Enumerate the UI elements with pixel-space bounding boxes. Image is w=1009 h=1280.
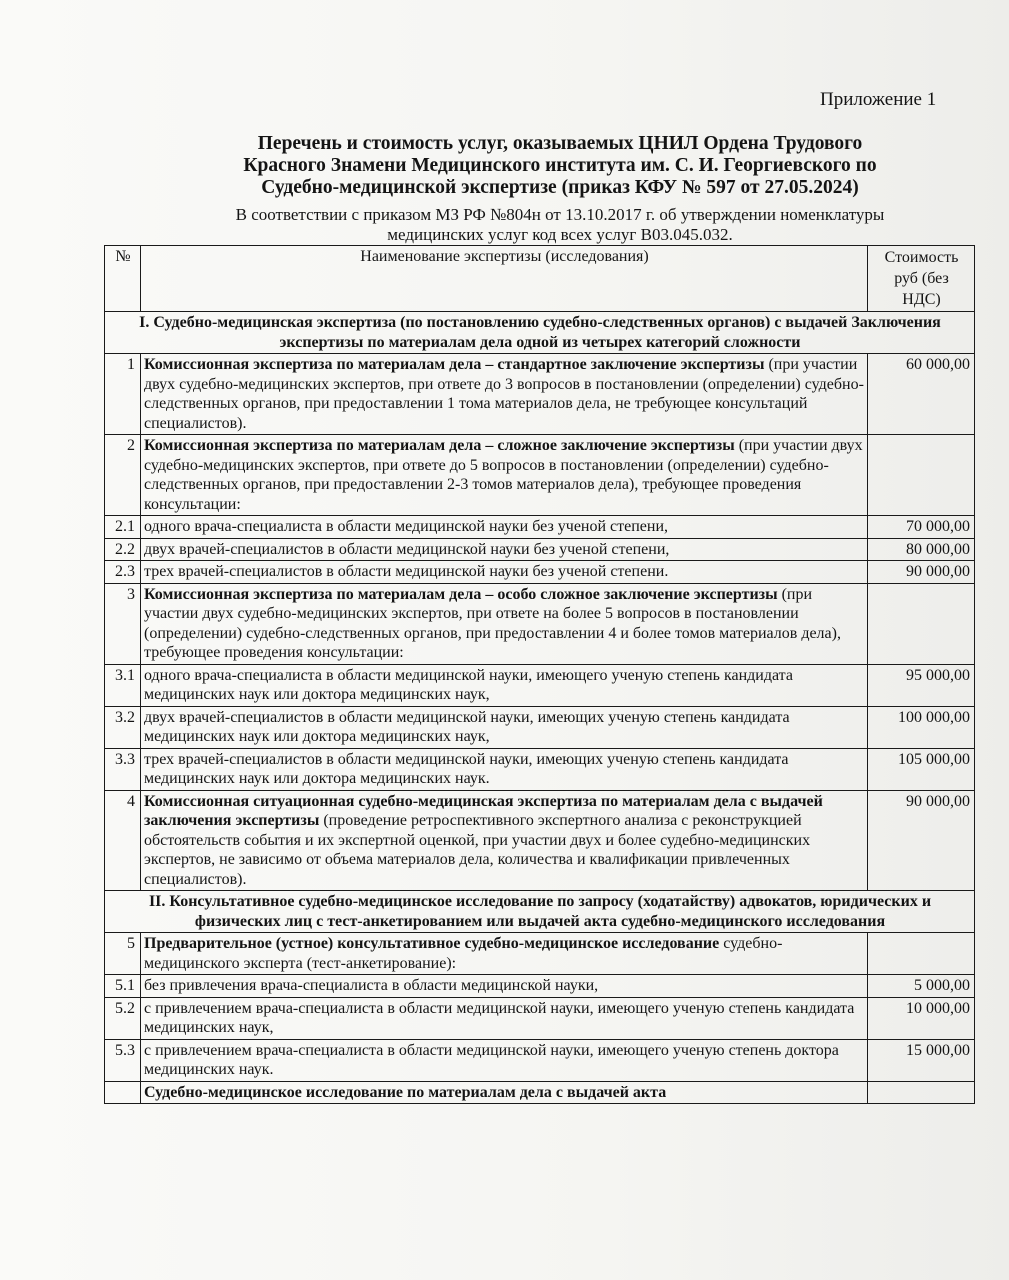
table-row — [105, 790, 975, 891]
row-price — [868, 583, 975, 664]
row-num — [105, 1081, 141, 1104]
row-name-bold: Комиссионная экспертиза по материалам дела – особо сложное заключение экспертизы — [144, 585, 778, 603]
row-name: двух врачей-специалистов в области медицинской науки без ученой степени, — [141, 538, 868, 561]
row-num: 5.3 — [105, 1039, 141, 1081]
table-row — [105, 706, 975, 748]
row-name — [141, 583, 868, 664]
row-price: 100 000,00 — [868, 706, 975, 748]
row-price: 70 000,00 — [868, 516, 975, 539]
row-name: трех врачей-специалистов в области медицинской науки без ученой степени. — [141, 561, 868, 584]
row-price: 5 000,00 — [868, 975, 975, 998]
row-price: 15 000,00 — [868, 1039, 975, 1081]
table-row — [105, 516, 975, 539]
section-row — [105, 312, 975, 354]
table-row — [105, 975, 975, 998]
row-name-text: (при участии двух судебно-медицинских экспертов, при ответе на более 5 вопросов в постановлении (определении) судебно-следственных органов, при предоставлении 4 и более томов материалов дела), требующее проведения консультации: — [144, 585, 841, 661]
row-name: с привлечением врача-специалиста в области медицинской науки, имеющего ученую степень кандидата медицинских наук, — [141, 997, 868, 1039]
table-row — [105, 933, 975, 975]
row-num: 2.3 — [105, 561, 141, 584]
row-name: двух врачей-специалистов в области медицинской науки, имеющих ученую степень кандидата медицинских наук или доктора медицинских наук, — [141, 706, 868, 748]
table-row — [105, 1039, 975, 1081]
row-name — [141, 435, 868, 516]
row-name — [141, 790, 868, 891]
row-name: одного врача-специалиста в области медицинской науки без ученой степени, — [141, 516, 868, 539]
row-price — [868, 933, 975, 975]
header-name: Наименование экспертизы (исследования) — [141, 246, 868, 312]
row-name — [141, 933, 868, 975]
title-line: Перечень и стоимость услуг, оказываемых ЦНИЛ Ордена Трудового — [257, 133, 863, 154]
table-header-row — [105, 246, 975, 312]
row-name: одного врача-специалиста в области медицинской науки, имеющего ученую степень кандидата медицинских наук или доктора медицинских наук, — [141, 664, 868, 706]
services-price-table — [104, 245, 975, 1104]
row-price: 95 000,00 — [868, 664, 975, 706]
row-num: 3.2 — [105, 706, 141, 748]
table-row — [105, 1081, 975, 1104]
section-row — [105, 891, 975, 933]
header-price-line: НДС) — [902, 291, 941, 308]
table-row — [105, 583, 975, 664]
row-price: 105 000,00 — [868, 748, 975, 790]
document-title — [120, 133, 1000, 199]
row-name: трех врачей-специалистов в области медицинской науки, имеющих ученую степень кандидата медицинских наук или доктора медицинских наук. — [141, 748, 868, 790]
table-row — [105, 561, 975, 584]
table-row — [105, 748, 975, 790]
table-row — [105, 538, 975, 561]
row-name: без привлечения врача-специалиста в области медицинской науки, — [141, 975, 868, 998]
row-num: 2.2 — [105, 538, 141, 561]
row-name: с привлечением врача-специалиста в области медицинской науки, имеющего ученую степень доктора медицинских наук. — [141, 1039, 868, 1081]
row-num: 1 — [105, 354, 141, 435]
row-num: 5 — [105, 933, 141, 975]
row-name-bold: Предварительное (устное) консультативное судебно-медицинское исследование — [144, 935, 720, 952]
row-num: 5.2 — [105, 997, 141, 1039]
row-name-bold: Комиссионная экспертиза по материалам дела – сложное заключение экспертизы — [144, 437, 735, 454]
table-row — [105, 664, 975, 706]
row-price: 90 000,00 — [868, 561, 975, 584]
row-name-bold: Комиссионная ситуационная судебно-медицинская экспертиза по материалам дела с выдачей заключения экспертизы — [144, 792, 823, 829]
row-name-text: (при участии двух судебно-медицинских экспертов, при ответе до 5 вопросов в постановлении (определении) судебно-следственных органов, при предоставлении 2-3 томов материалов дела), требующее проведения консультации: — [144, 437, 863, 513]
subtitle-line: медицинских услуг код всех услуг В03.045.032. — [387, 225, 733, 244]
row-num: 3 — [105, 583, 141, 664]
table-row — [105, 997, 975, 1039]
row-price: 60 000,00 — [868, 354, 975, 435]
title-line: Судебно-медицинской экспертизе (приказ КФУ № 597 от 27.05.2024) — [261, 177, 859, 198]
row-name-text: (при участии двух судебно-медицинских экспертов, при ответе до 3 вопросов в постановлении (определении) судебно-следственных органов, при предоставлении 1 тома материалов дела, не требующее консультаций специалистов). — [144, 356, 864, 432]
row-price: 10 000,00 — [868, 997, 975, 1039]
header-price-line: Стоимость — [884, 249, 959, 266]
header-price-line: руб (без — [894, 270, 949, 287]
table-row — [105, 354, 975, 435]
table-row — [105, 435, 975, 516]
row-num: 4 — [105, 790, 141, 891]
section-title: I. Судебно-медицинская экспертиза (по постановлению судебно-следственных органов) с выдачей Заключения экспертизы по материалам дела одной из четырех категорий сложности — [105, 312, 975, 354]
row-num: 5.1 — [105, 975, 141, 998]
row-name — [141, 354, 868, 435]
header-num: № — [105, 246, 141, 312]
subtitle-line: В соответствии с приказом МЗ РФ №804н от 13.10.2017 г. об утверждении номенклатуры — [235, 205, 885, 224]
row-name-text: судебно-медицинского эксперта (тест-анкетирование): — [144, 935, 783, 972]
row-num: 3.3 — [105, 748, 141, 790]
row-name-bold: Комиссионная экспертиза по материалам дела – стандартное заключение экспертизы — [144, 356, 765, 373]
title-line: Красного Знамени Медицинского института им. С. И. Георгиевского по — [243, 155, 877, 176]
row-num: 2 — [105, 435, 141, 516]
document-subtitle — [120, 205, 1000, 245]
row-num: 2.1 — [105, 516, 141, 539]
row-price — [868, 435, 975, 516]
header-price — [868, 246, 975, 312]
appendix-label: Приложение 1 — [820, 89, 937, 110]
section-title: II. Консультативное судебно-медицинское исследование по запросу (ходатайству) адвокатов, юридических и физических лиц с тест-анкетированием или выдачей акта судебно-медицинского исследования — [105, 891, 975, 933]
row-name-text: (проведение ретроспективного экспертного анализа с реконструкцией обстоятельств события и их экспертной оценкой, при участии двух и более судебно-медицинских экспертов, не зависимо от объема материалов дела, количества и квалификации привлеченных специалистов). — [144, 812, 811, 888]
row-name — [141, 1081, 868, 1104]
row-price: 90 000,00 — [868, 790, 975, 891]
row-num: 3.1 — [105, 664, 141, 706]
row-price — [868, 1081, 975, 1104]
row-price: 80 000,00 — [868, 538, 975, 561]
row-name-bold: Судебно-медицинское исследование по материалам дела с выдачей акта — [144, 1083, 667, 1101]
